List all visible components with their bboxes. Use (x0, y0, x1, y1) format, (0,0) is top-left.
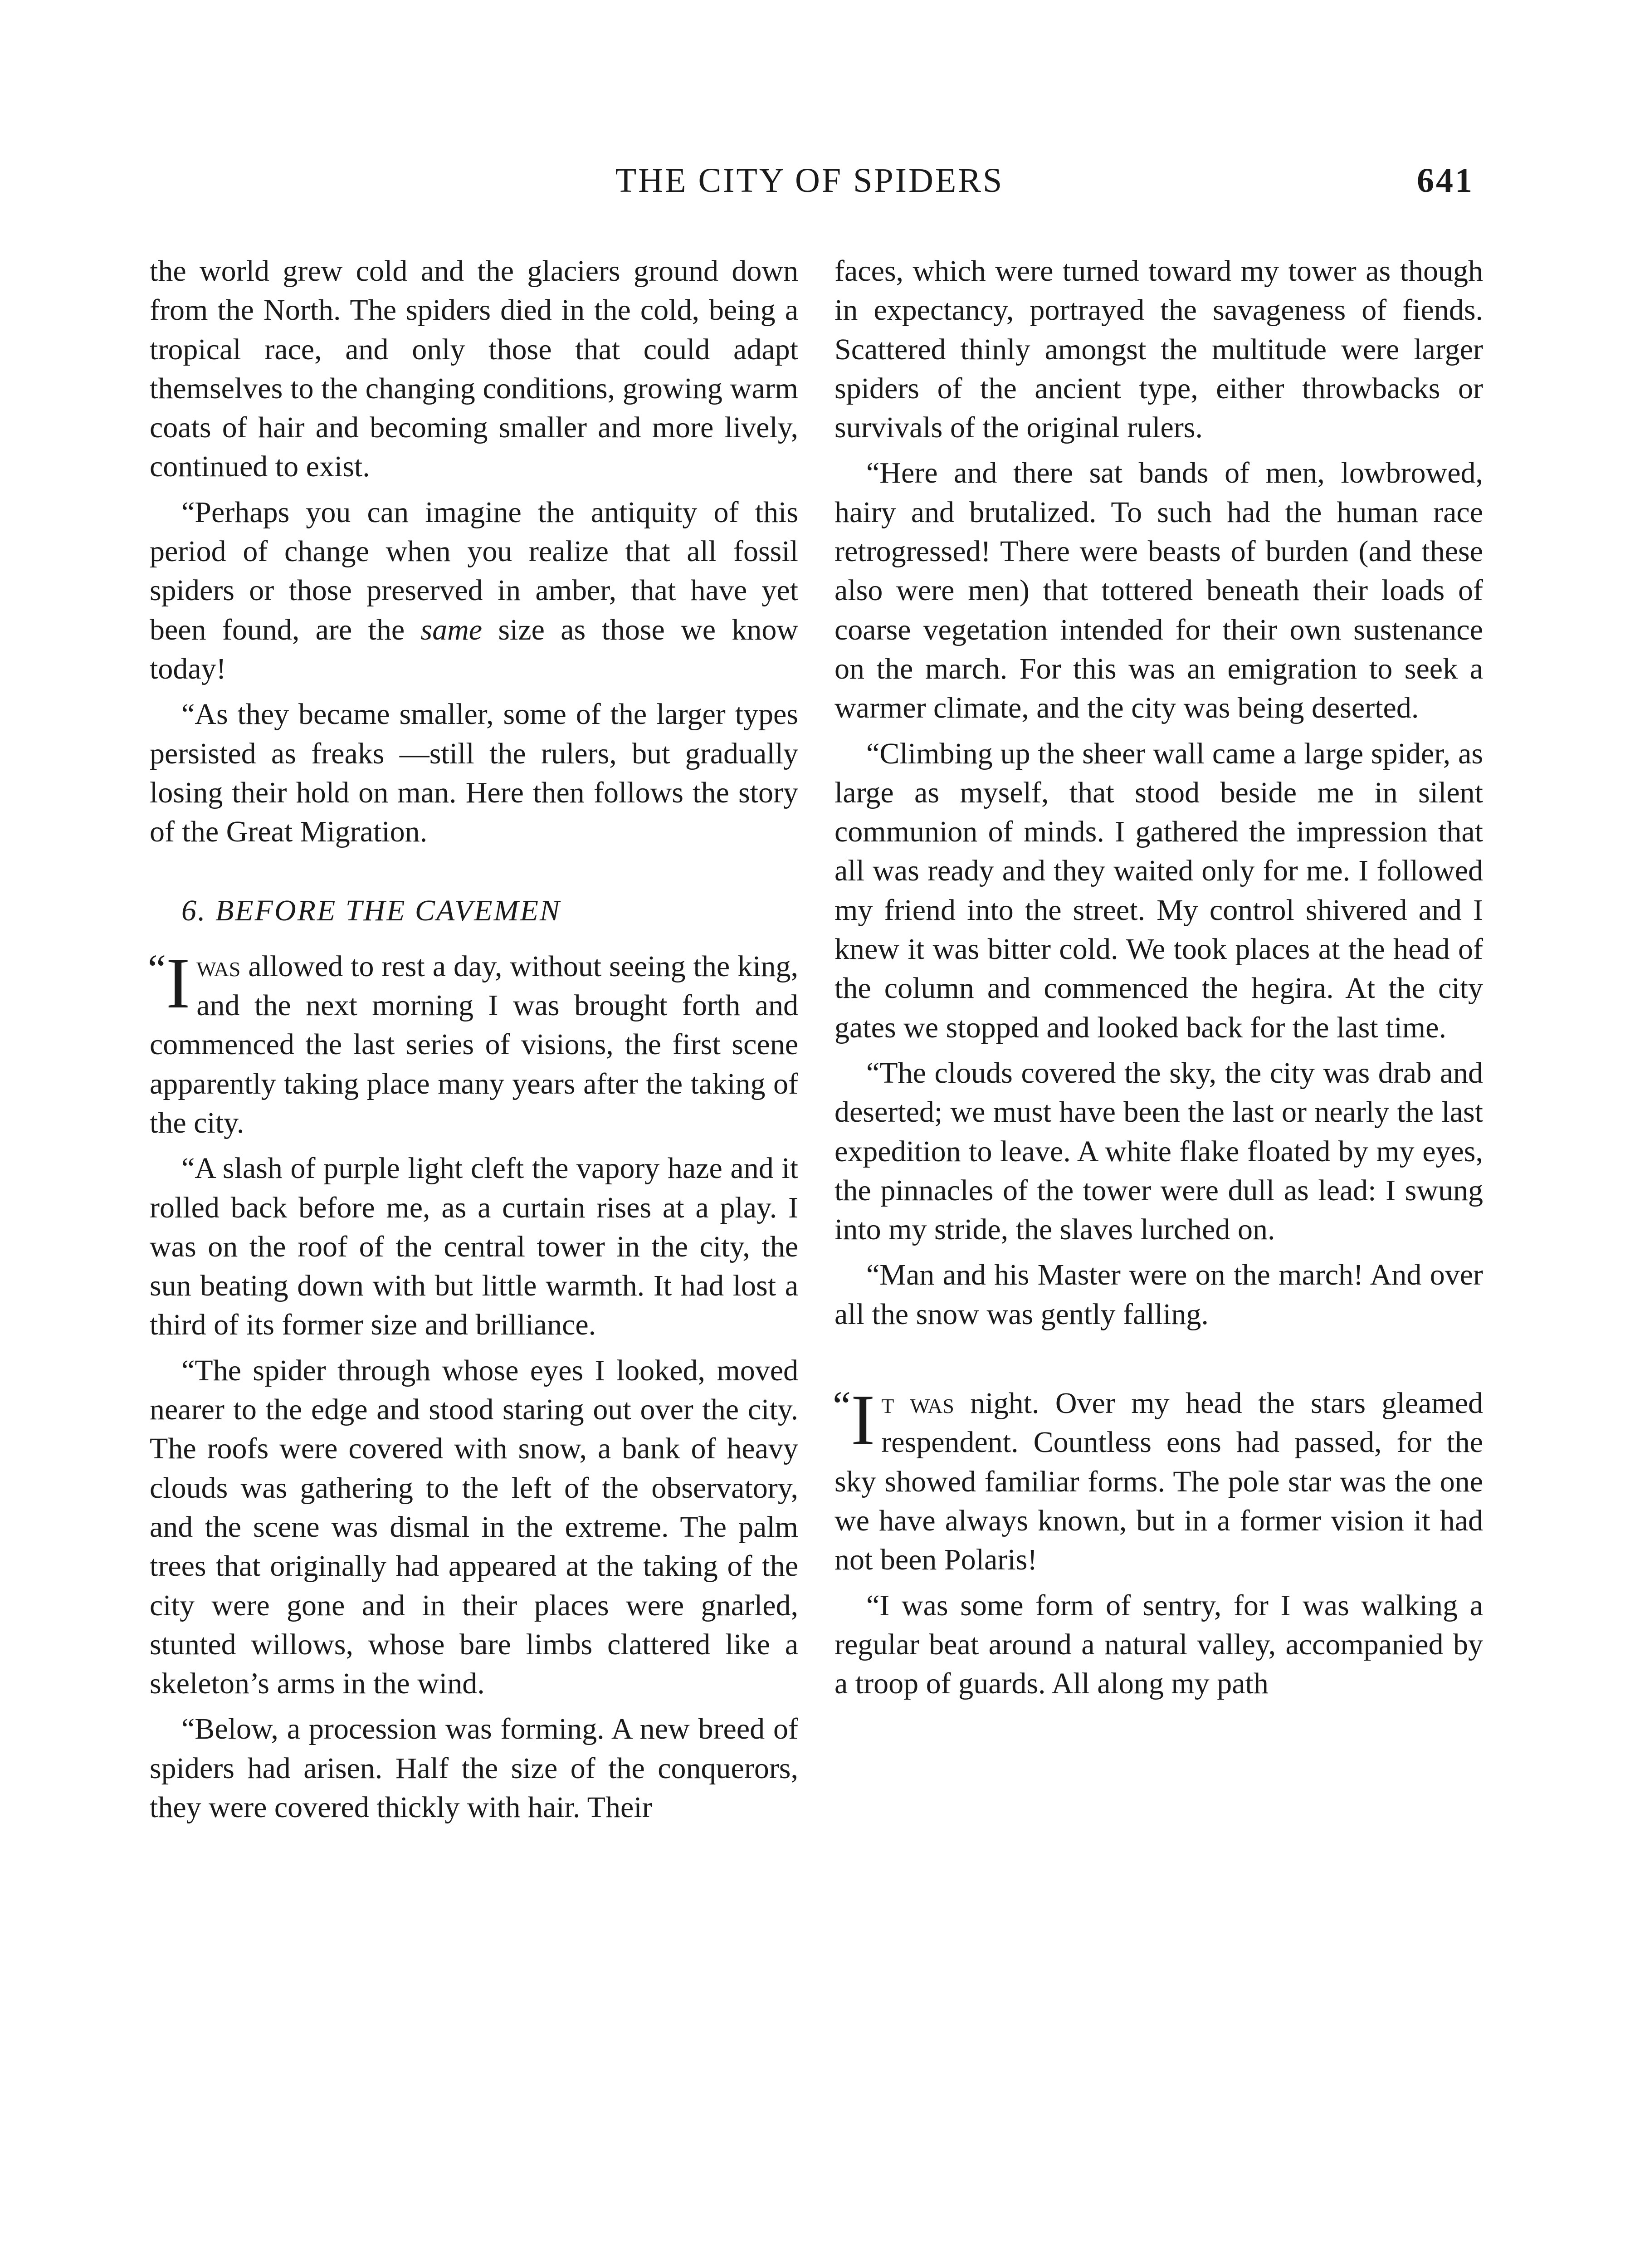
paragraph: the world grew cold and the glaciers ground down from the North. The spiders died in the cold, being a tropical race, and only those that could adapt themselves to the changing conditions, growing warm coats of hair and becoming smaller and more lively, continued to exist. (150, 254, 798, 484)
paragraph: “I was some form of sentry, for I was walking a regular beat around a natural valley, accompanied by a troop of guards. All along my path (835, 1589, 1483, 1701)
paragraph: “Man and his Master were on the march! And over all the snow was gently falling. (835, 1258, 1483, 1331)
paragraph: “Below, a procession was forming. A new breed of spiders had arisen. Half the size of the conquerors, they were covered thickly with hair. Their (150, 1712, 798, 1824)
drop-cap-quote: “ (833, 1383, 851, 1429)
section-heading: 6. BEFORE THE CAVEMEN (181, 894, 561, 928)
drop-cap-letter: I (850, 1379, 875, 1461)
small-caps-lead: was (196, 949, 241, 983)
right-column (835, 252, 1483, 1703)
paragraph-with-dropcap (148, 942, 798, 1143)
paragraph: “A slash of purple light cleft the vapory haze and it rolled back before me, as a curtain rises at a play. I was on the roof of the central tower in the city, the sun beating down with but little warmth. It had lost a third of its former size and brilliance. (150, 1152, 798, 1342)
paragraph: “Here and there sat bands of men, lowbrowed, hairy and brutalized. To such had the human race retrogressed! There were beasts of burden (and these also were men) that tottered beneath their loads of coarse vegetation intended for their own sustenance on the march. For this was an emigration to seek a warmer climate, and the city was being deserted. (835, 456, 1483, 725)
page-number: 641 (1417, 161, 1474, 200)
drop-cap (148, 942, 190, 1023)
emphasis-text: same (420, 613, 483, 646)
paragraph-text: “Perhaps you can imagine the antiquity of this period of change when you realize that all fossil spiders or those preserved in amber, that have yet been found, are the (150, 495, 798, 646)
paragraph-text: allowed to rest a day, without seeing the king, and the next morning I was brought forth and commenced the last series of visions, the first scene apparently taking place many years after the taking of the city. (150, 949, 798, 1139)
section-break (835, 1334, 1483, 1384)
left-column (150, 252, 798, 1827)
paragraph: “The spider through whose eyes I looked, moved nearer to the edge and stood staring out over the city. The roofs were covered with snow, a bank of heavy clouds was gathering to the left of the observatory, and the scene was dismal in the extreme. The palm trees that originally had appeared at the taking of the city were gone and in their places were gnarled, stunted willows, whose bare limbs clattered like a skeleton’s arms in the wind. (150, 1354, 798, 1701)
small-caps-lead: t was (881, 1387, 954, 1420)
paragraph: “As they became smaller, some of the larger types persisted as freaks —still the rulers, but gradually losing their hold on man. Here then follows the story of the Great Migration. (150, 698, 798, 849)
running-head (145, 161, 1474, 206)
paragraph: faces, which were turned toward my tower as though in expectancy, portrayed the savageness of fiends. Scattered thinly amongst the multitude were larger spiders of the ancient type, either throwbacks or survivals of the original rulers. (835, 254, 1483, 445)
paragraph-text-end: size as those we know today! (150, 613, 799, 685)
paragraph-with-dropcap (833, 1379, 1483, 1579)
page-title: THE CITY OF SPIDERS (615, 161, 1004, 200)
paragraph-text: night. Over my head the stars gleamed respendent. Countless eons had passed, for the sky showed familiar forms. The pole star was the one we have always known, but in a former vision it had not been Polaris! (835, 1387, 1483, 1577)
drop-cap (833, 1379, 875, 1461)
drop-cap-letter: I (166, 942, 190, 1023)
paragraph (150, 493, 798, 689)
paragraph: “The clouds covered the sky, the city was drab and deserted; we must have been the last or nearly the last expedition to leave. A white flake floated by my eyes, the pinnacles of the tower were dull as lead: I swung into my stride, the slaves lurched on. (835, 1056, 1483, 1246)
drop-cap-quote: “ (148, 946, 166, 992)
paragraph: “Climbing up the sheer wall came a large spider, as large as myself, that stood beside me in silent communion of minds. I gathered the impression that all was ready and they waited only for me. I followed my friend into the street. My control shivered and I knew it was bitter cold. We took places at the head of the column and commenced the hegira. At the city gates we stopped and looked back for the last time. (835, 737, 1483, 1044)
